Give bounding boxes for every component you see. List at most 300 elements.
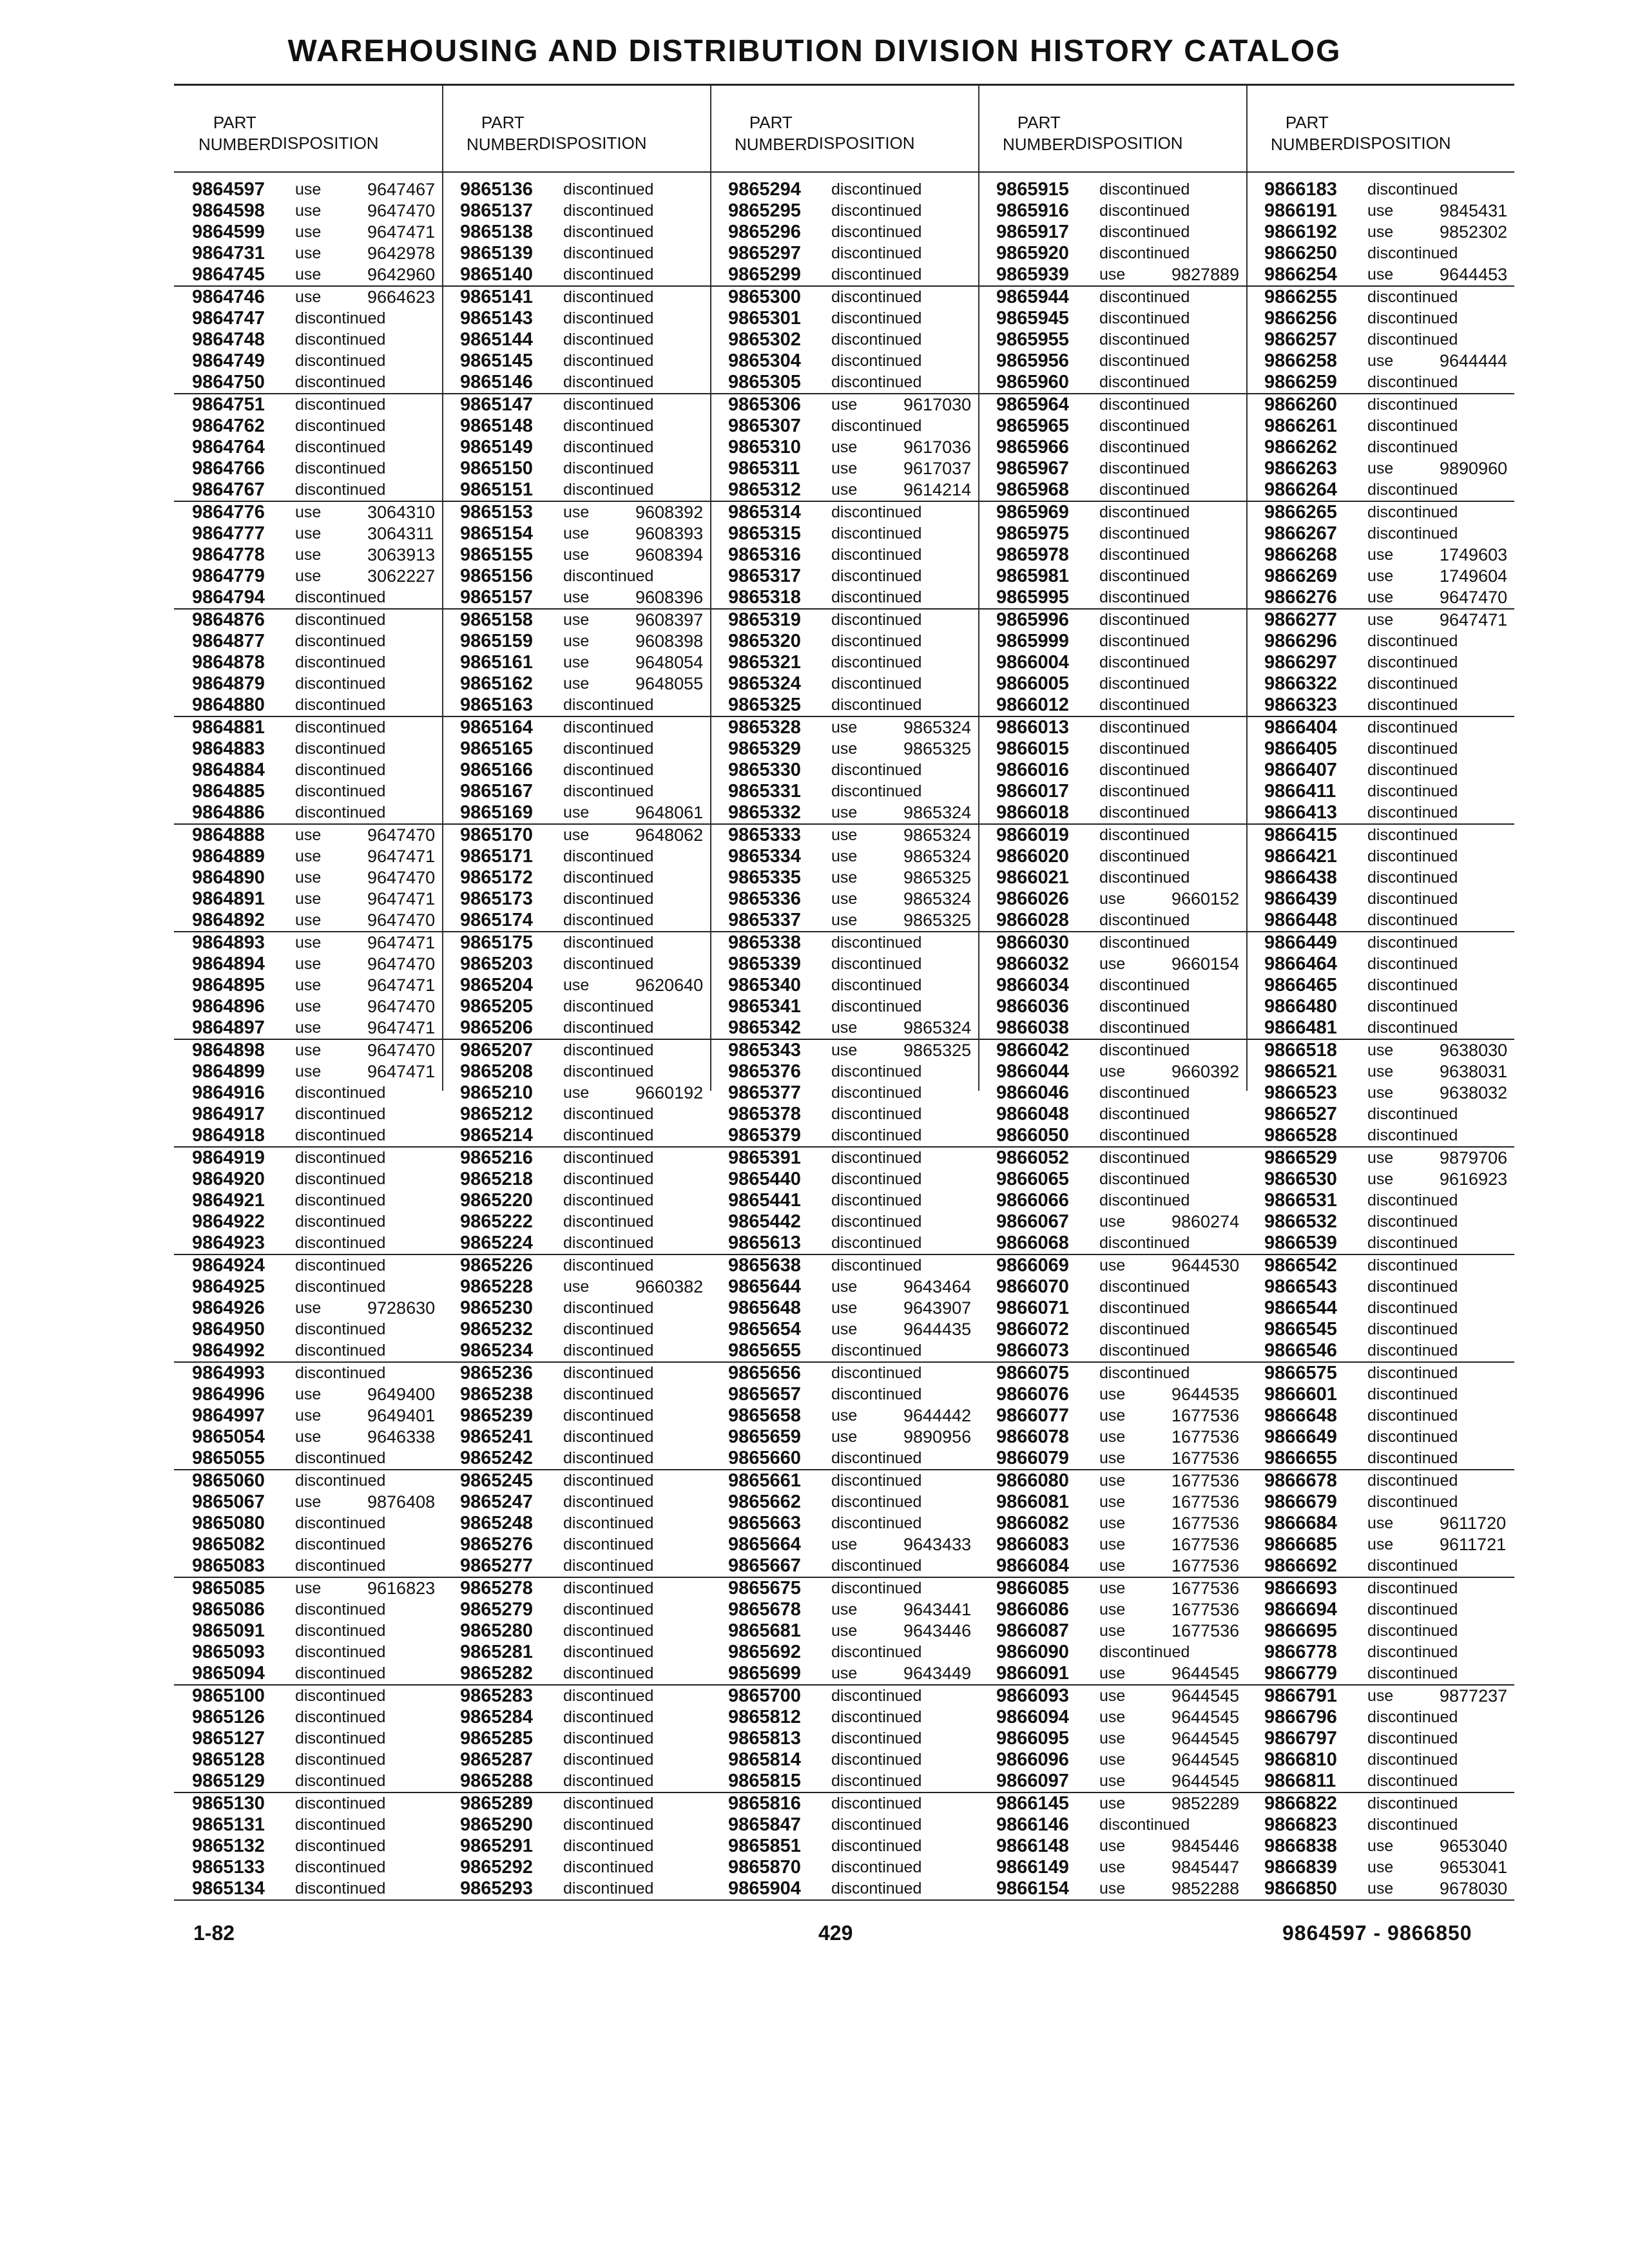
table-row (978, 479, 1246, 502)
part-number: 9864883 (192, 738, 265, 759)
table-row (1246, 652, 1514, 673)
table-row (442, 1017, 710, 1040)
replacement-part: 9728630 (367, 1298, 436, 1318)
disposition: discontinued (1099, 1320, 1190, 1338)
table-row (442, 1255, 710, 1276)
part-number: 9866081 (996, 1492, 1069, 1512)
replacement-part: 9647471 (367, 847, 436, 866)
disposition: discontinued (1099, 1364, 1190, 1382)
table-row (1246, 867, 1514, 889)
part-number: 9865139 (460, 243, 533, 264)
table-row (174, 825, 442, 846)
table-row (978, 1363, 1246, 1384)
disposition: discontinued (563, 1837, 654, 1855)
table-row (442, 437, 710, 458)
disposition: discontinued (295, 1622, 386, 1640)
part-number: 9865915 (996, 179, 1069, 200)
table-row (710, 1578, 978, 1599)
disposition: use (1367, 1041, 1394, 1059)
part-number: 9865968 (996, 479, 1069, 500)
disposition-heading: DISPOSITION (539, 133, 647, 153)
header-rule (1246, 171, 1514, 173)
table-row (978, 416, 1246, 437)
table-row (442, 652, 710, 673)
part-number-heading (198, 111, 271, 155)
table-row (978, 437, 1246, 458)
disposition: discontinued (295, 1729, 386, 1747)
part-number: 9865159 (460, 631, 533, 651)
table-row (174, 1082, 442, 1104)
disposition: use (295, 1579, 322, 1597)
table-row (710, 1148, 978, 1169)
table-row (1246, 1663, 1514, 1686)
part-number: 9865655 (728, 1340, 801, 1361)
part-number: 9864890 (192, 867, 265, 888)
part-number: 9865306 (728, 394, 801, 415)
table-row (174, 1384, 442, 1405)
disposition: use (295, 826, 322, 844)
part-number: 9864925 (192, 1276, 265, 1297)
table-row (978, 1017, 1246, 1040)
disposition: discontinued (1367, 481, 1458, 499)
part-number: 9864779 (192, 566, 265, 586)
table-row (1246, 1642, 1514, 1663)
part-number: 9865205 (460, 996, 533, 1017)
part-number: 9865638 (728, 1255, 801, 1276)
part-number: 9865335 (728, 867, 801, 888)
disposition: discontinued (295, 1105, 386, 1123)
part-number: 9865920 (996, 243, 1069, 264)
part-number: 9866679 (1264, 1492, 1337, 1512)
catalog-column-5 (1246, 86, 1514, 1899)
replacement-part: 9643433 (903, 1535, 972, 1554)
disposition: discontinued (1099, 567, 1190, 585)
catalog-column-2 (442, 86, 710, 1899)
disposition: discontinued (1367, 309, 1458, 327)
part-number: 9865234 (460, 1340, 533, 1361)
part-number: 9865137 (460, 200, 533, 221)
disposition: discontinued (295, 1643, 386, 1661)
table-row (442, 1190, 710, 1211)
replacement-part: 9608398 (635, 631, 704, 651)
disposition: discontinued (1367, 826, 1458, 844)
part-number: 9865290 (460, 1814, 533, 1835)
part-number: 9865140 (460, 264, 533, 285)
part-number: 9865100 (192, 1686, 265, 1706)
part-number: 9865330 (728, 760, 801, 780)
disposition: use (1367, 1535, 1394, 1553)
part-number: 9865300 (728, 287, 801, 307)
disposition: discontinued (295, 1535, 386, 1553)
part-number: 9866543 (1264, 1276, 1337, 1297)
table-row (174, 631, 442, 652)
heading-number: NUMBER (198, 135, 271, 154)
disposition: use (1367, 611, 1394, 629)
table-row (174, 1017, 442, 1040)
part-number: 9865305 (728, 372, 801, 392)
table-row (174, 1211, 442, 1233)
part-number: 9866404 (1264, 717, 1337, 738)
part-number: 9864886 (192, 802, 265, 823)
part-number: 9865945 (996, 308, 1069, 329)
table-row (442, 1836, 710, 1857)
disposition: discontinued (563, 1170, 654, 1188)
replacement-part: 9617037 (903, 459, 972, 478)
part-number: 9866296 (1264, 631, 1337, 651)
table-row (1246, 1017, 1514, 1040)
table-row (174, 1793, 442, 1814)
table-row (710, 479, 978, 502)
part-number: 9866648 (1264, 1405, 1337, 1426)
table-row (1246, 910, 1514, 932)
part-number: 9864876 (192, 610, 265, 630)
table-row (1246, 394, 1514, 416)
replacement-part: 9611720 (1440, 1514, 1507, 1533)
disposition: use (1099, 1428, 1126, 1446)
disposition: discontinued (563, 1299, 654, 1317)
part-number: 9866012 (996, 695, 1069, 715)
row-list (174, 179, 442, 1901)
table-row (174, 544, 442, 566)
footer-section-code: 1-82 (193, 1921, 235, 1945)
replacement-part: 9643449 (903, 1664, 972, 1683)
replacement-part: 9852302 (1440, 222, 1508, 242)
replacement-part: 9643441 (903, 1600, 972, 1619)
part-number: 9865339 (728, 954, 801, 974)
table-row (1246, 1384, 1514, 1405)
disposition: discontinued (831, 1234, 922, 1252)
table-row (442, 631, 710, 652)
table-row (174, 1878, 442, 1901)
table-row (174, 1255, 442, 1276)
table-row (1246, 1148, 1514, 1169)
part-number: 9865299 (728, 264, 801, 285)
part-number: 9866071 (996, 1298, 1069, 1318)
part-number: 9865172 (460, 867, 533, 888)
disposition: discontinued (831, 417, 922, 435)
table-row (978, 1793, 1246, 1814)
disposition: discontinued (295, 1557, 386, 1575)
replacement-part: 3064311 (367, 524, 434, 543)
disposition: use (1099, 1557, 1126, 1575)
table-row (710, 695, 978, 717)
table-row (710, 610, 978, 631)
part-number: 9865132 (192, 1836, 265, 1856)
disposition: discontinued (563, 1126, 654, 1144)
replacement-part: 9647467 (367, 180, 436, 199)
part-number: 9865091 (192, 1620, 265, 1641)
table-row (1246, 243, 1514, 264)
part-number: 9866038 (996, 1017, 1069, 1038)
part-number: 9864598 (192, 200, 265, 221)
part-number: 9866017 (996, 781, 1069, 802)
table-row (174, 1857, 442, 1878)
table-row (174, 1620, 442, 1642)
table-row (442, 717, 710, 738)
part-number: 9864892 (192, 910, 265, 930)
part-number: 9866048 (996, 1104, 1069, 1124)
table-row (1246, 479, 1514, 502)
part-number: 9865311 (728, 458, 800, 479)
disposition: use (1099, 1493, 1126, 1511)
disposition: discontinued (1367, 180, 1458, 198)
disposition: discontinued (831, 1191, 922, 1209)
disposition: use (563, 588, 590, 606)
part-number: 9864889 (192, 846, 265, 867)
disposition: discontinued (1367, 1105, 1458, 1123)
table-row (710, 1340, 978, 1363)
part-number: 9866072 (996, 1319, 1069, 1340)
table-row (174, 1448, 442, 1470)
replacement-part: 9860274 (1171, 1212, 1240, 1231)
part-number: 9865283 (460, 1686, 533, 1706)
disposition: discontinued (295, 309, 386, 327)
part-number: 9865847 (728, 1814, 801, 1835)
part-number: 9864750 (192, 372, 265, 392)
table-row (174, 1040, 442, 1061)
table-row (1246, 416, 1514, 437)
part-number: 9865293 (460, 1878, 533, 1899)
table-row (1246, 566, 1514, 587)
disposition: discontinued (831, 976, 922, 994)
replacement-part: 9644545 (1171, 1707, 1240, 1727)
table-row (710, 1620, 978, 1642)
part-number: 9865321 (728, 652, 801, 673)
disposition: discontinued (1099, 611, 1190, 629)
part-number: 9866797 (1264, 1728, 1337, 1749)
table-row (710, 1082, 978, 1104)
part-number: 9866034 (996, 975, 1069, 995)
table-row (442, 1878, 710, 1901)
disposition: discontinued (831, 1472, 922, 1490)
part-number: 9865146 (460, 372, 533, 392)
part-number: 9865318 (728, 587, 801, 608)
disposition: discontinued (563, 934, 654, 952)
table-row (442, 1513, 710, 1534)
part-number: 9866530 (1264, 1169, 1337, 1189)
disposition: discontinued (563, 1062, 654, 1081)
disposition: discontinued (831, 611, 922, 629)
part-number: 9866015 (996, 738, 1069, 759)
part-number-heading (467, 111, 539, 155)
part-number: 9866649 (1264, 1427, 1337, 1447)
part-number: 9866822 (1264, 1793, 1337, 1814)
table-row (174, 1686, 442, 1707)
table-row (442, 1298, 710, 1319)
replacement-part: 9647470 (1440, 588, 1508, 607)
table-row (1246, 1104, 1514, 1125)
table-row (710, 1771, 978, 1793)
table-row (710, 1276, 978, 1298)
disposition: use (563, 675, 590, 693)
table-row (710, 975, 978, 996)
disposition: discontinued (1099, 1084, 1190, 1102)
replacement-part: 9644435 (903, 1320, 972, 1339)
disposition: discontinued (295, 331, 386, 349)
table-row (710, 717, 978, 738)
disposition: discontinued (1099, 1105, 1190, 1123)
table-row (174, 329, 442, 351)
disposition: use (1099, 1514, 1126, 1532)
table-row (174, 351, 442, 372)
disposition: discontinued (1367, 1751, 1458, 1769)
table-row (978, 1707, 1246, 1728)
part-number: 9866028 (996, 910, 1069, 930)
part-number: 9865312 (728, 479, 801, 500)
part-number: 9864950 (192, 1319, 265, 1340)
part-number: 9864893 (192, 932, 265, 953)
part-number: 9865218 (460, 1169, 533, 1189)
table-row (978, 954, 1246, 975)
table-row (1246, 889, 1514, 910)
replacement-part: 9865324 (903, 1018, 972, 1037)
disposition: discontinued (1367, 1364, 1458, 1382)
part-number: 9865377 (728, 1082, 801, 1103)
disposition: discontinued (563, 1385, 654, 1403)
table-row (442, 1814, 710, 1836)
disposition: discontinued (563, 1622, 654, 1640)
disposition: use (563, 632, 590, 650)
table-row (1246, 437, 1514, 458)
table-row (978, 910, 1246, 932)
part-number: 9865332 (728, 802, 801, 823)
footer-page-number: 429 (818, 1921, 853, 1945)
disposition: discontinued (1367, 1816, 1458, 1834)
table-row (710, 1427, 978, 1448)
replacement-part: 9644545 (1171, 1686, 1240, 1706)
table-row (174, 264, 442, 287)
table-row (1246, 846, 1514, 867)
disposition: discontinued (1367, 803, 1458, 822)
part-number: 9865956 (996, 351, 1069, 371)
disposition: use (831, 826, 858, 844)
disposition: discontinued (831, 934, 922, 952)
disposition: discontinued (1367, 1643, 1458, 1661)
table-row (710, 1492, 978, 1513)
table-row (442, 1470, 710, 1492)
disposition: discontinued (1367, 1600, 1458, 1619)
replacement-part: 9660382 (635, 1277, 704, 1296)
table-row (442, 781, 710, 802)
table-row (1246, 1211, 1514, 1233)
disposition: discontinued (295, 438, 386, 456)
row-list (442, 179, 710, 1901)
disposition: discontinued (831, 1105, 922, 1123)
disposition: discontinued (563, 1213, 654, 1231)
table-row (710, 1513, 978, 1534)
replacement-part: 9644535 (1171, 1385, 1240, 1404)
part-number: 9865210 (460, 1082, 533, 1103)
replacement-part: 9647471 (367, 889, 436, 908)
disposition: use (831, 890, 858, 908)
table-row (978, 802, 1246, 825)
disposition: use (831, 911, 858, 929)
table-row (442, 996, 710, 1017)
part-number: 9865964 (996, 394, 1069, 415)
part-number: 9864777 (192, 523, 265, 544)
table-row (442, 1384, 710, 1405)
part-number: 9866322 (1264, 673, 1337, 694)
disposition: use (831, 718, 858, 736)
table-row (1246, 1534, 1514, 1555)
disposition: discontinued (295, 1234, 386, 1252)
disposition-heading: DISPOSITION (807, 133, 915, 153)
part-number: 9866085 (996, 1578, 1069, 1599)
replacement-part: 9638032 (1440, 1083, 1508, 1102)
part-number: 9865314 (728, 502, 801, 523)
part-number: 9866779 (1264, 1663, 1337, 1684)
table-row (1246, 200, 1514, 222)
heading-number: NUMBER (467, 135, 539, 154)
disposition: use (1099, 1751, 1126, 1769)
table-row (710, 1125, 978, 1148)
disposition: use (1367, 1062, 1394, 1081)
table-row (978, 1405, 1246, 1427)
part-number: 9865337 (728, 910, 801, 930)
table-row (710, 1857, 978, 1878)
table-row (174, 1728, 442, 1749)
disposition: discontinued (563, 782, 654, 800)
disposition: discontinued (831, 1579, 922, 1597)
part-number: 9865174 (460, 910, 533, 930)
disposition: discontinued (295, 1858, 386, 1876)
table-row (978, 1340, 1246, 1363)
table-row (978, 1534, 1246, 1555)
table-row (1246, 1513, 1514, 1534)
table-row (442, 1233, 710, 1255)
replacement-part: 9647470 (367, 954, 436, 974)
table-row (978, 1857, 1246, 1878)
table-row (978, 200, 1246, 222)
replacement-part: 9653041 (1440, 1858, 1508, 1877)
table-row (174, 1363, 442, 1384)
disposition: discontinued (295, 459, 386, 477)
part-number: 9866077 (996, 1405, 1069, 1426)
disposition: use (1367, 265, 1394, 284)
part-number: 9866268 (1264, 544, 1337, 565)
table-row (174, 1169, 442, 1190)
disposition: use (295, 503, 322, 521)
table-row (978, 631, 1246, 652)
disposition: discontinued (831, 1126, 922, 1144)
disposition: use (831, 1600, 858, 1619)
part-number: 9864877 (192, 631, 265, 651)
disposition-heading: DISPOSITION (1075, 133, 1183, 153)
disposition: discontinued (1367, 740, 1458, 758)
part-number: 9865289 (460, 1793, 533, 1814)
part-number: 9865164 (460, 717, 533, 738)
replacement-part: 9660152 (1171, 889, 1240, 908)
disposition: discontinued (1099, 1643, 1190, 1661)
table-row (174, 673, 442, 695)
table-row (710, 351, 978, 372)
table-row (174, 458, 442, 479)
replacement-part: 9647470 (367, 1041, 436, 1060)
table-row (174, 846, 442, 867)
table-row (978, 351, 1246, 372)
replacement-part: 9647470 (367, 201, 436, 220)
disposition: discontinued (563, 696, 654, 714)
part-number: 9865978 (996, 544, 1069, 565)
table-row (442, 372, 710, 394)
disposition: discontinued (295, 675, 386, 693)
part-number: 9864878 (192, 652, 265, 673)
part-number: 9865319 (728, 610, 801, 630)
disposition: discontinued (1099, 761, 1190, 779)
replacement-part: 9653040 (1440, 1836, 1508, 1856)
part-number: 9866148 (996, 1836, 1069, 1856)
disposition: discontinued (1099, 1019, 1190, 1037)
